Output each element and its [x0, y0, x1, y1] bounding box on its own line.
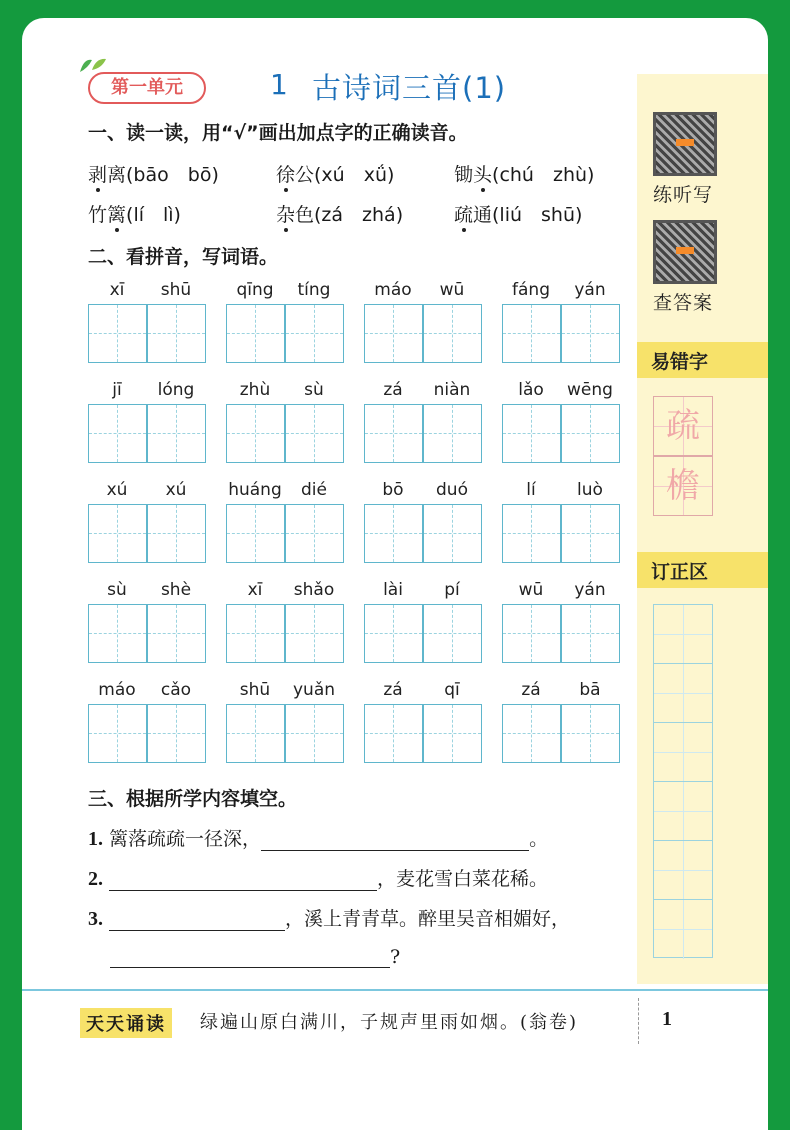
writing-grid-cell[interactable] — [502, 604, 561, 663]
pinyin-label: xī — [247, 580, 263, 600]
reading-item-6[interactable]: 疏通(liú shū) — [454, 204, 583, 226]
writing-grid-cell[interactable] — [285, 304, 344, 363]
writing-grid-cell[interactable] — [561, 604, 620, 663]
writing-grid-cell[interactable] — [364, 504, 423, 563]
section2-heading: 二、看拼音，写词语。 — [88, 246, 279, 268]
pinyin-label: shǎo — [293, 580, 335, 600]
pinyin-label: yán — [574, 280, 606, 300]
fill-question-2: 2. ，麦花雪白菜花稀。 — [88, 868, 549, 890]
pinyin-label: máo — [374, 280, 412, 300]
answer-blank-4[interactable] — [110, 948, 390, 968]
pinyin-label: xú — [165, 480, 187, 500]
writing-grid-cell[interactable] — [423, 604, 482, 663]
writing-grid-cell[interactable] — [561, 304, 620, 363]
lesson-number: 1 — [270, 68, 288, 101]
writing-grid-cell[interactable] — [502, 504, 561, 563]
pinyin-label: sù — [304, 380, 324, 400]
writing-grid-cell[interactable] — [364, 304, 423, 363]
section1-heading: 一、读一读，用“√”画出加点字的正确读音。 — [88, 122, 468, 144]
pinyin-label: jī — [112, 380, 122, 400]
writing-grid-cell[interactable] — [88, 304, 147, 363]
pinyin-label: fáng — [512, 280, 550, 300]
fill-question-3: 3. ，溪上青青草。醉里吴音相媚好， — [88, 908, 571, 930]
answer-blank-3[interactable] — [109, 911, 285, 931]
correction-grid[interactable] — [653, 604, 713, 958]
pinyin-label: cǎo — [160, 680, 192, 700]
pinyin-label: shè — [160, 580, 192, 600]
reading-item-5[interactable]: 杂色(zá zhá) — [276, 204, 404, 226]
pinyin-label: wēng — [567, 380, 613, 400]
reading-item-1[interactable]: 剥离(bāo bō) — [88, 164, 219, 186]
writing-grid-cell[interactable] — [364, 704, 423, 763]
writing-grid-cell[interactable] — [423, 504, 482, 563]
writing-grid-cell[interactable] — [285, 404, 344, 463]
reading-item-3[interactable]: 锄头(chú zhù) — [454, 164, 595, 186]
pinyin-label: wū — [518, 580, 544, 600]
pinyin-label: shū — [239, 680, 271, 700]
writing-grid-cell[interactable] — [364, 404, 423, 463]
qr-code-listen[interactable] — [653, 112, 717, 176]
pinyin-label: yuǎn — [292, 680, 336, 700]
pinyin-label: zá — [521, 680, 541, 700]
writing-grid-cell[interactable] — [423, 304, 482, 363]
easy-wrong-char-2: 檐 — [653, 456, 713, 516]
writing-grid-cell[interactable] — [285, 704, 344, 763]
qr-code-answers[interactable] — [653, 220, 717, 284]
qr-label-answers: 查答案 — [653, 292, 714, 314]
writing-grid-cell[interactable] — [88, 604, 147, 663]
answer-blank-2[interactable] — [109, 871, 377, 891]
writing-grid-cell[interactable] — [88, 504, 147, 563]
writing-grid-cell[interactable] — [147, 604, 206, 663]
pinyin-label: qī — [444, 680, 460, 700]
pinyin-label: wū — [439, 280, 465, 300]
pinyin-label: bā — [579, 680, 601, 700]
pinyin-label: xī — [109, 280, 125, 300]
footer-separator — [638, 998, 639, 1044]
qr-label-listen: 练听写 — [653, 184, 714, 206]
writing-grid-cell[interactable] — [226, 404, 285, 463]
writing-grid-cell[interactable] — [226, 504, 285, 563]
footer-divider — [22, 989, 768, 991]
pinyin-label: lǎo — [518, 380, 544, 400]
daily-reading-tag: 天天诵读 — [80, 1008, 172, 1038]
writing-grid-cell[interactable] — [226, 304, 285, 363]
fill-question-1: 1. 篱落疏疏一径深， 。 — [88, 828, 549, 850]
daily-reading-text: 绿遍山原白满川，子规声里雨如烟。(翁卷) — [200, 1012, 579, 1033]
writing-grid-cell[interactable] — [502, 404, 561, 463]
pinyin-label: tíng — [297, 280, 331, 300]
pinyin-label: yán — [574, 580, 606, 600]
writing-grid-cell[interactable] — [147, 304, 206, 363]
pinyin-label: zhù — [239, 380, 271, 400]
pinyin-label: xú — [106, 480, 128, 500]
pinyin-label: sù — [107, 580, 127, 600]
pinyin-label: dié — [301, 480, 327, 500]
writing-grid-cell[interactable] — [285, 504, 344, 563]
easy-wrong-char-1: 疏 — [653, 396, 713, 456]
reading-item-2[interactable]: 徐公(xú xǘ) — [276, 164, 395, 186]
pinyin-label: niàn — [433, 380, 471, 400]
writing-grid-cell[interactable] — [147, 704, 206, 763]
section3-heading: 三、根据所学内容填空。 — [88, 788, 298, 810]
pinyin-label: shū — [160, 280, 192, 300]
writing-grid-cell[interactable] — [226, 604, 285, 663]
sidebar — [637, 74, 768, 984]
unit-badge: 第一单元 — [88, 72, 206, 104]
writing-grid-cell[interactable] — [423, 404, 482, 463]
writing-grid-cell[interactable] — [502, 304, 561, 363]
writing-grid-cell[interactable] — [285, 604, 344, 663]
writing-grid-cell[interactable] — [147, 404, 206, 463]
page-title: 古诗词三首(1) — [312, 71, 507, 105]
answer-blank-1[interactable] — [261, 831, 529, 851]
pinyin-label: bō — [382, 480, 404, 500]
writing-grid-cell[interactable] — [364, 604, 423, 663]
easy-wrong-heading: 易错字 — [637, 342, 768, 378]
writing-grid-cell[interactable] — [423, 704, 482, 763]
pinyin-label: lài — [383, 580, 403, 600]
writing-grid-cell[interactable] — [147, 504, 206, 563]
pinyin-label: lí — [526, 480, 536, 500]
pinyin-label: qīng — [236, 280, 274, 300]
writing-grid-cell[interactable] — [88, 404, 147, 463]
worksheet-page — [22, 18, 768, 1130]
pinyin-label: pí — [444, 580, 460, 600]
pinyin-label: zá — [383, 380, 403, 400]
pinyin-label: duó — [436, 480, 468, 500]
correction-heading: 订正区 — [637, 552, 768, 588]
reading-item-4[interactable]: 竹篱(lí lì) — [88, 204, 181, 226]
fill-question-3-cont: ? — [110, 946, 400, 968]
writing-grid-cell[interactable] — [502, 704, 561, 763]
writing-grid-cell[interactable] — [561, 704, 620, 763]
writing-grid-cell[interactable] — [226, 704, 285, 763]
pinyin-label: zá — [383, 680, 403, 700]
pinyin-label: luò — [577, 480, 603, 500]
pinyin-label: máo — [98, 680, 136, 700]
pinyin-label: huáng — [228, 480, 282, 500]
writing-grid-cell[interactable] — [88, 704, 147, 763]
page-number: 1 — [662, 1008, 672, 1030]
pinyin-label: lóng — [157, 380, 195, 400]
writing-grid-cell[interactable] — [561, 404, 620, 463]
writing-grid-cell[interactable] — [561, 504, 620, 563]
